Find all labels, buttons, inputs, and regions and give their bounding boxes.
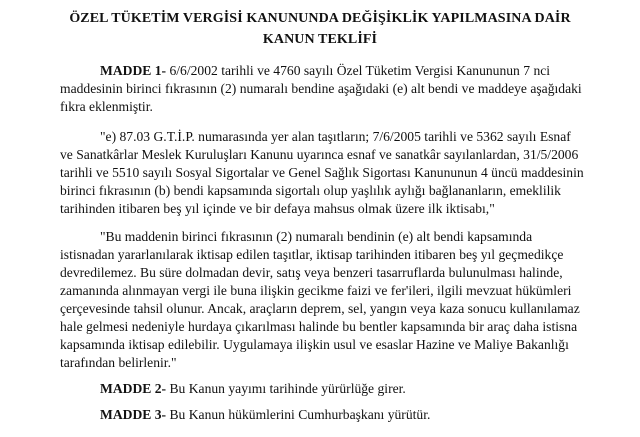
quote-2-line: zamanında alınmayan vergi ile buna ilişkin gecikme faizi ve fer'ileri, ilgili mevzuat hükümleri: [60, 283, 572, 298]
document-title-line-1: ÖZEL TÜKETİM VERGİSİ KANUNUNDA DEĞİŞİKLİK YAPILMASINA DAİR: [69, 11, 571, 26]
quote-1-line: ve Sanatkârlar Meslek Kuruluşları Kanunu uyarınca esnaf ve sanatkâr sayılanlardan, 31/5/2006: [60, 147, 579, 162]
quote-1-line: "e) 87.03 G.T.İ.P. numarasında yer alan taşıtların; 7/6/2005 tarihli ve 5362 sayılı Esnaf: [100, 129, 571, 144]
article-1-label: MADDE 1-: [100, 63, 167, 78]
article-2: [100, 380, 406, 397]
article-2-label: MADDE 2-: [100, 381, 167, 396]
article-2-text: Bu Kanun yayımı tarihinde yürürlüğe girer.: [166, 381, 406, 396]
article-3-text: Bu Kanun hükümlerini Cumhurbaşkanı yürütür.: [166, 407, 431, 422]
article-1-line: fıkra eklenmiştir.: [60, 99, 153, 114]
quote-2-line: çerçevesinde tahsil olunur. Ancak, araçların deprem, sel, yangın veya kaza sonucu kullanılamaz: [60, 301, 580, 316]
quote-2-line: kapsamında iktisap edilebilir. Uygulamaya ilişkin usul ve esaslar Hazine ve Maliye Bakanlığı: [60, 337, 569, 352]
quote-2-line: devredilemez. Bu süre dolmadan devir, satış veya benzeri tasarruflarda bulunulması halinde,: [60, 265, 563, 280]
quote-2-line: "Bu maddenin birinci fıkrasının (2) numaralı bendinin (e) alt bendi kapsamında: [100, 229, 533, 244]
article-3-label: MADDE 3-: [100, 407, 167, 422]
quote-1-line: birinci fıkrasının (b) bendi kapsamında sigortalı olup yaşlılık aylığı bağlananların, emeklilik: [60, 183, 561, 198]
quote-1-line: tarihli ve 5510 sayılı Sosyal Sigortalar ve Genel Sağlık Sigortası Kanununun 4 üncü maddesinin: [60, 165, 584, 180]
quote-2-line: hale gelmesi nedeniyle hurdaya çıkarılması halinde bu bentler kapsamında bir araç daha istisna: [60, 319, 578, 334]
article-1-line: maddesinin birinci fıkrasının (2) numaralı bendine aşağıdaki (e) alt bendi ve maddeye aşağıdaki: [60, 81, 582, 96]
document-title-line-2: KANUN TEKLİFİ: [262, 32, 378, 47]
article-1-first-line: [100, 62, 550, 79]
article-1-text: 6/6/2002 tarihli ve 4760 sayılı Özel Tüketim Vergisi Kanununun 7 nci: [166, 63, 551, 78]
quote-2-line: tarafından belirlenir.": [60, 355, 177, 370]
article-3: [100, 406, 430, 423]
quote-2-line: istisnadan yararlanılarak iktisap edilen taşıtlar, iktisap tarihinden itibaren beş yıl geçmedikçe: [60, 247, 564, 262]
quote-1-line: tarihinden itibaren beş yıl içinde ve bir defaya mahsus olmak üzere ilk iktisabı,": [60, 201, 495, 216]
